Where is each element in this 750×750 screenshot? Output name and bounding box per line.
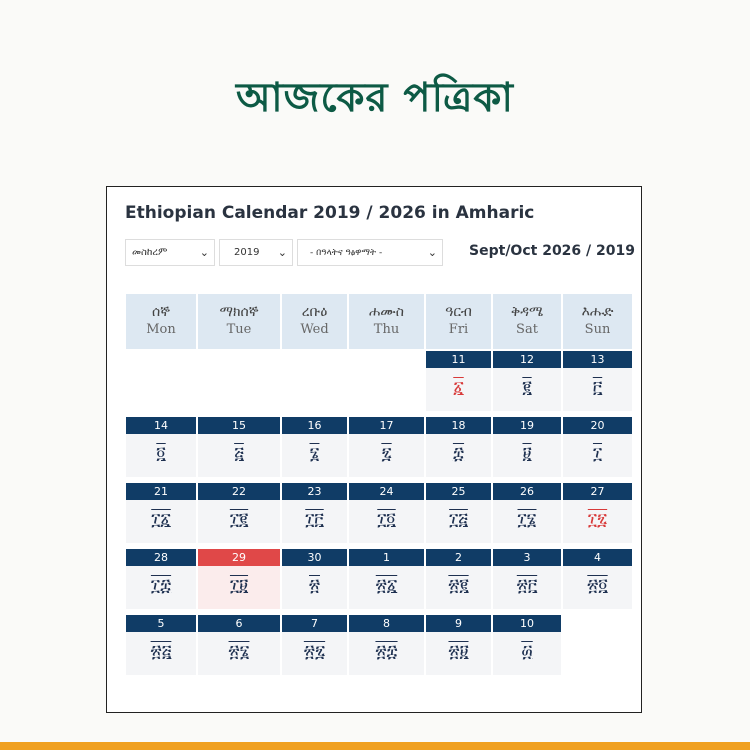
gregorian-day-number: 14 <box>126 417 196 434</box>
ethiopic-day-numeral: ፯ <box>381 444 392 464</box>
ethiopic-day-numeral: ፲፪ <box>229 510 249 530</box>
gregorian-day-number: 15 <box>198 417 280 434</box>
gregorian-day-number: 4 <box>563 549 632 566</box>
month-select[interactable] <box>125 239 215 266</box>
chevron-down-icon: ⌄ <box>277 246 287 259</box>
gregorian-day-number: 18 <box>426 417 491 434</box>
gregorian-day-number: 26 <box>493 483 561 500</box>
weekday-amharic: እሑድ <box>581 304 614 320</box>
gregorian-day-number: 9 <box>426 615 491 632</box>
weekday-header <box>426 294 491 349</box>
weekday-english: Tue <box>226 322 252 337</box>
gregorian-day-number: 30 <box>282 549 347 566</box>
calendar-title: Ethiopian Calendar 2019 / 2026 in Amharic <box>125 203 535 223</box>
chevron-down-icon: ⌄ <box>427 246 437 259</box>
weekday-header <box>282 294 347 349</box>
ethiopic-day-numeral: ፳፮ <box>228 642 250 662</box>
weekday-header <box>349 294 424 349</box>
calendar-day-cell[interactable] <box>426 417 491 477</box>
ethiopic-day-numeral: ፳፩ <box>375 576 398 596</box>
ethiopic-day-numeral: ፩ <box>453 378 464 398</box>
calendar-day-cell[interactable] <box>126 417 196 477</box>
calendar-day-cell[interactable] <box>282 549 347 609</box>
gregorian-day-number: 16 <box>282 417 347 434</box>
gregorian-day-number: 27 <box>563 483 632 500</box>
calendar-day-cell[interactable] <box>426 615 491 675</box>
calendar-day-cell[interactable] <box>563 417 632 477</box>
ethiopic-day-numeral: ፲፮ <box>517 510 537 530</box>
calendar-day-cell[interactable] <box>349 615 424 675</box>
ethiopic-day-numeral: ፳፫ <box>516 576 538 596</box>
weekday-header <box>126 294 196 349</box>
ethiopic-day-numeral: ፰ <box>452 444 465 464</box>
calendar-day-cell[interactable] <box>198 615 280 675</box>
gregorian-day-number: 10 <box>493 615 561 632</box>
weekday-amharic: ሰኞ <box>152 304 170 320</box>
ethiopic-day-numeral: ፭ <box>234 444 244 464</box>
ethiopic-day-numeral: ፳፰ <box>375 642 398 662</box>
calendar-day-cell[interactable] <box>493 417 561 477</box>
calendar-day-cell[interactable] <box>198 417 280 477</box>
gregorian-day-number: 5 <box>126 615 196 632</box>
calendar-day-cell[interactable] <box>282 417 347 477</box>
calendar-day-cell[interactable] <box>126 483 196 543</box>
chevron-down-icon: ⌄ <box>199 246 209 259</box>
gregorian-day-number: 1 <box>349 549 424 566</box>
ethiopic-day-numeral: ፲፰ <box>150 576 172 596</box>
gregorian-day-number: 23 <box>282 483 347 500</box>
ethiopic-day-numeral: ፲፬ <box>377 510 396 530</box>
calendar-day-cell[interactable] <box>198 483 280 543</box>
gregorian-day-number: 28 <box>126 549 196 566</box>
weekday-amharic: ረቡዕ <box>301 304 328 320</box>
calendar-day-cell[interactable] <box>282 483 347 543</box>
calendar-day-cell[interactable] <box>126 615 196 675</box>
gregorian-day-number: 8 <box>349 615 424 632</box>
ethiopic-day-numeral: ፲፭ <box>449 510 468 530</box>
weekday-amharic: ዓርብ <box>445 304 472 320</box>
ethiopic-day-numeral: ፲፱ <box>229 576 249 596</box>
weekday-english: Wed <box>300 322 329 337</box>
ethiopic-day-numeral: ፳፱ <box>448 642 469 662</box>
gregorian-day-number: 22 <box>198 483 280 500</box>
date-range-label: Sept/Oct 2026 / 2019 <box>469 243 635 259</box>
calendar-day-cell[interactable] <box>426 549 491 609</box>
ethiopic-day-numeral: ፴ <box>521 642 533 662</box>
weekday-english: Sun <box>584 322 611 337</box>
gregorian-day-number: 25 <box>426 483 491 500</box>
holiday-select[interactable] <box>297 239 443 266</box>
weekday-header <box>563 294 632 349</box>
ethiopic-day-numeral: ፮ <box>309 444 320 464</box>
calendar-day-cell[interactable] <box>563 483 632 543</box>
gregorian-day-number: 21 <box>126 483 196 500</box>
weekday-amharic: ቅዳሜ <box>510 304 544 320</box>
calendar-day-cell[interactable] <box>426 483 491 543</box>
gregorian-day-number: 12 <box>493 351 561 368</box>
ethiopic-day-numeral: ፳፭ <box>150 642 172 662</box>
weekday-amharic: ሐሙስ <box>369 304 404 320</box>
ethiopic-day-numeral: ፳ <box>309 576 320 596</box>
calendar-day-cell[interactable] <box>493 483 561 543</box>
calendar-widget <box>106 186 642 713</box>
year-select[interactable] <box>219 239 293 266</box>
brand-logo: আজকের পত্রিকা <box>236 75 514 121</box>
calendar-day-cell[interactable] <box>426 351 491 411</box>
year-select-value: 2019 <box>234 247 260 258</box>
calendar-day-cell[interactable] <box>493 615 561 675</box>
calendar-day-cell[interactable] <box>349 549 424 609</box>
calendar-day-cell[interactable] <box>563 351 632 411</box>
calendar-day-cell[interactable] <box>349 417 424 477</box>
gregorian-day-number: 6 <box>198 615 280 632</box>
gregorian-day-number: 11 <box>426 351 491 368</box>
ethiopic-day-numeral: ፪ <box>522 378 532 398</box>
calendar-day-cell[interactable] <box>126 549 196 609</box>
gregorian-day-number: 3 <box>493 549 561 566</box>
weekday-english: Thu <box>373 322 400 337</box>
ethiopic-day-numeral: ፳፯ <box>303 642 326 662</box>
gregorian-day-number: 7 <box>282 615 347 632</box>
month-select-value: መስከረም <box>132 247 168 258</box>
ethiopic-day-numeral: ፲፩ <box>151 510 171 530</box>
gregorian-day-number: 20 <box>563 417 632 434</box>
weekday-english: Mon <box>146 322 176 337</box>
ethiopic-day-numeral: ፳፬ <box>587 576 608 596</box>
gregorian-day-number: 13 <box>563 351 632 368</box>
ethiopic-day-numeral: ፫ <box>592 378 603 398</box>
gregorian-day-number: 19 <box>493 417 561 434</box>
calendar-controls <box>125 239 635 267</box>
ethiopic-day-numeral: ፲፯ <box>587 510 608 530</box>
calendar-day-cell[interactable] <box>198 549 280 609</box>
weekday-english: Sat <box>516 322 538 337</box>
calendar-day-cell[interactable] <box>563 549 632 609</box>
gregorian-day-number: 29 <box>198 549 280 566</box>
weekday-amharic: ማክሰኞ <box>219 304 259 320</box>
weekday-english: Fri <box>448 322 469 337</box>
ethiopic-day-numeral: ፲ <box>592 444 603 464</box>
bottom-accent-bar <box>0 742 750 750</box>
calendar-day-cell[interactable] <box>493 351 561 411</box>
calendar-day-cell[interactable] <box>349 483 424 543</box>
calendar-day-cell[interactable] <box>282 615 347 675</box>
ethiopic-day-numeral: ፱ <box>522 444 532 464</box>
ethiopic-day-numeral: ፲፫ <box>305 510 324 530</box>
ethiopic-day-numeral: ፳፪ <box>448 576 469 596</box>
gregorian-day-number: 2 <box>426 549 491 566</box>
weekday-header <box>493 294 561 349</box>
calendar-day-cell[interactable] <box>493 549 561 609</box>
gregorian-day-number: 17 <box>349 417 424 434</box>
gregorian-day-number: 24 <box>349 483 424 500</box>
weekday-header <box>198 294 280 349</box>
ethiopic-day-numeral: ፬ <box>156 444 166 464</box>
holiday-select-value: - በዓላትና ዓፅዋማት - <box>310 247 383 258</box>
